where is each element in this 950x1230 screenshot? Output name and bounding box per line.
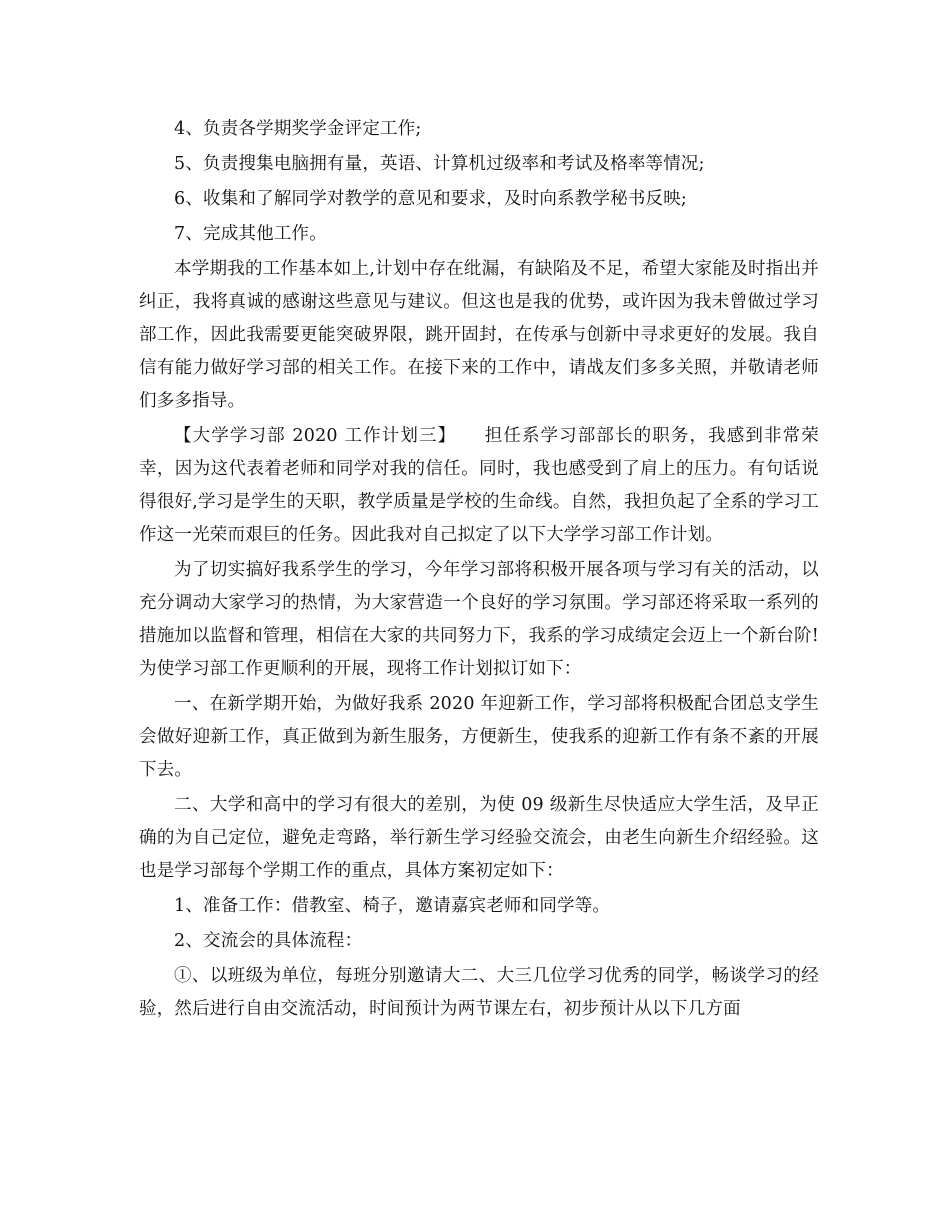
paragraph-plan-three-intro: 【大学学习部 2020 工作计划三】 担任系学习部部长的职务，我感到非常荣幸，因为这代表着老师和同学对我的信任。同时，我也感受到了肩上的压力。有句话说得很好,学习是学生的天职，教学质量是学校的生命线。自然，我担负起了全系的学习工作这一光荣而艰巨的任务。因此我对自己拟定了以下大学学习部工作计划。 (139, 426, 819, 545)
paragraph-section-two: 二、大学和高中的学习有很大的差别，为使 09 级新生尽快适应大学生活，及早正确的为自己定位，避免走弯路，举行新生学习经验交流会，由老生向新生介绍经验。这也是学习部每个学期工作的重点，具体方案初定如下： (139, 795, 819, 881)
paragraph-summary: 本学期我的工作基本如上,计划中存在纰漏，有缺陷及不足，希望大家能及时指出并纠正，我将真诚的感谢这些意见与建议。但这也是我的优势，或许因为我未曾做过学习部工作，因此我需要更能突破界限，跳开固封，在传承与创新中寻求更好的发展。我自信有能力做好学习部的相关工作。在接下来的工作中，请战友们多多关照，并敬请老师们多多指导。 (139, 259, 819, 411)
list-item-scholarship: 4、负责各学期奖学金评定工作; (174, 119, 422, 139)
paragraph-goals: 为了切实搞好我系学生的学习，今年学习部将积极开展各项与学习有关的活动，以充分调动大家学习的热情，为大家营造一个良好的学习氛围。学习部还将采取一系列的措施加以监督和管理，相信在大家的共同努力下，我系的学习成绩定会迈上一个新台阶!为使学习部工作更顺利的开展，现将工作计划拟订如下： (139, 560, 819, 679)
list-item-other-work: 7、完成其他工作。 (174, 224, 327, 244)
list-item-statistics: 5、负责搜集电脑拥有量，英语、计算机过级率和考试及格率等情况; (174, 154, 705, 174)
document-body (139, 113, 819, 1026)
list-item-process: 2、交流会的具体流程： (174, 931, 363, 951)
list-item-feedback: 6、收集和了解同学对教学的意见和要求，及时向系教学秘书反映; (174, 189, 688, 209)
paragraph-process-step-one: ①、以班级为单位，每班分别邀请大二、大三几位学习优秀的同学，畅谈学习的经验，然后进行自由交流活动，时间预计为两节课左右，初步预计从以下几方面 (139, 966, 819, 1019)
list-item-preparation: 1、准备工作：借教室、椅子，邀请嘉宾老师和同学等。 (174, 896, 611, 916)
paragraph-section-one: 一、在新学期开始，为做好我系 2020 年迎新工作，学习部将积极配合团总支学生会做好迎新工作，真正做到为新生服务，方便新生，使我系的迎新工作有条不紊的开展下去。 (139, 694, 819, 780)
